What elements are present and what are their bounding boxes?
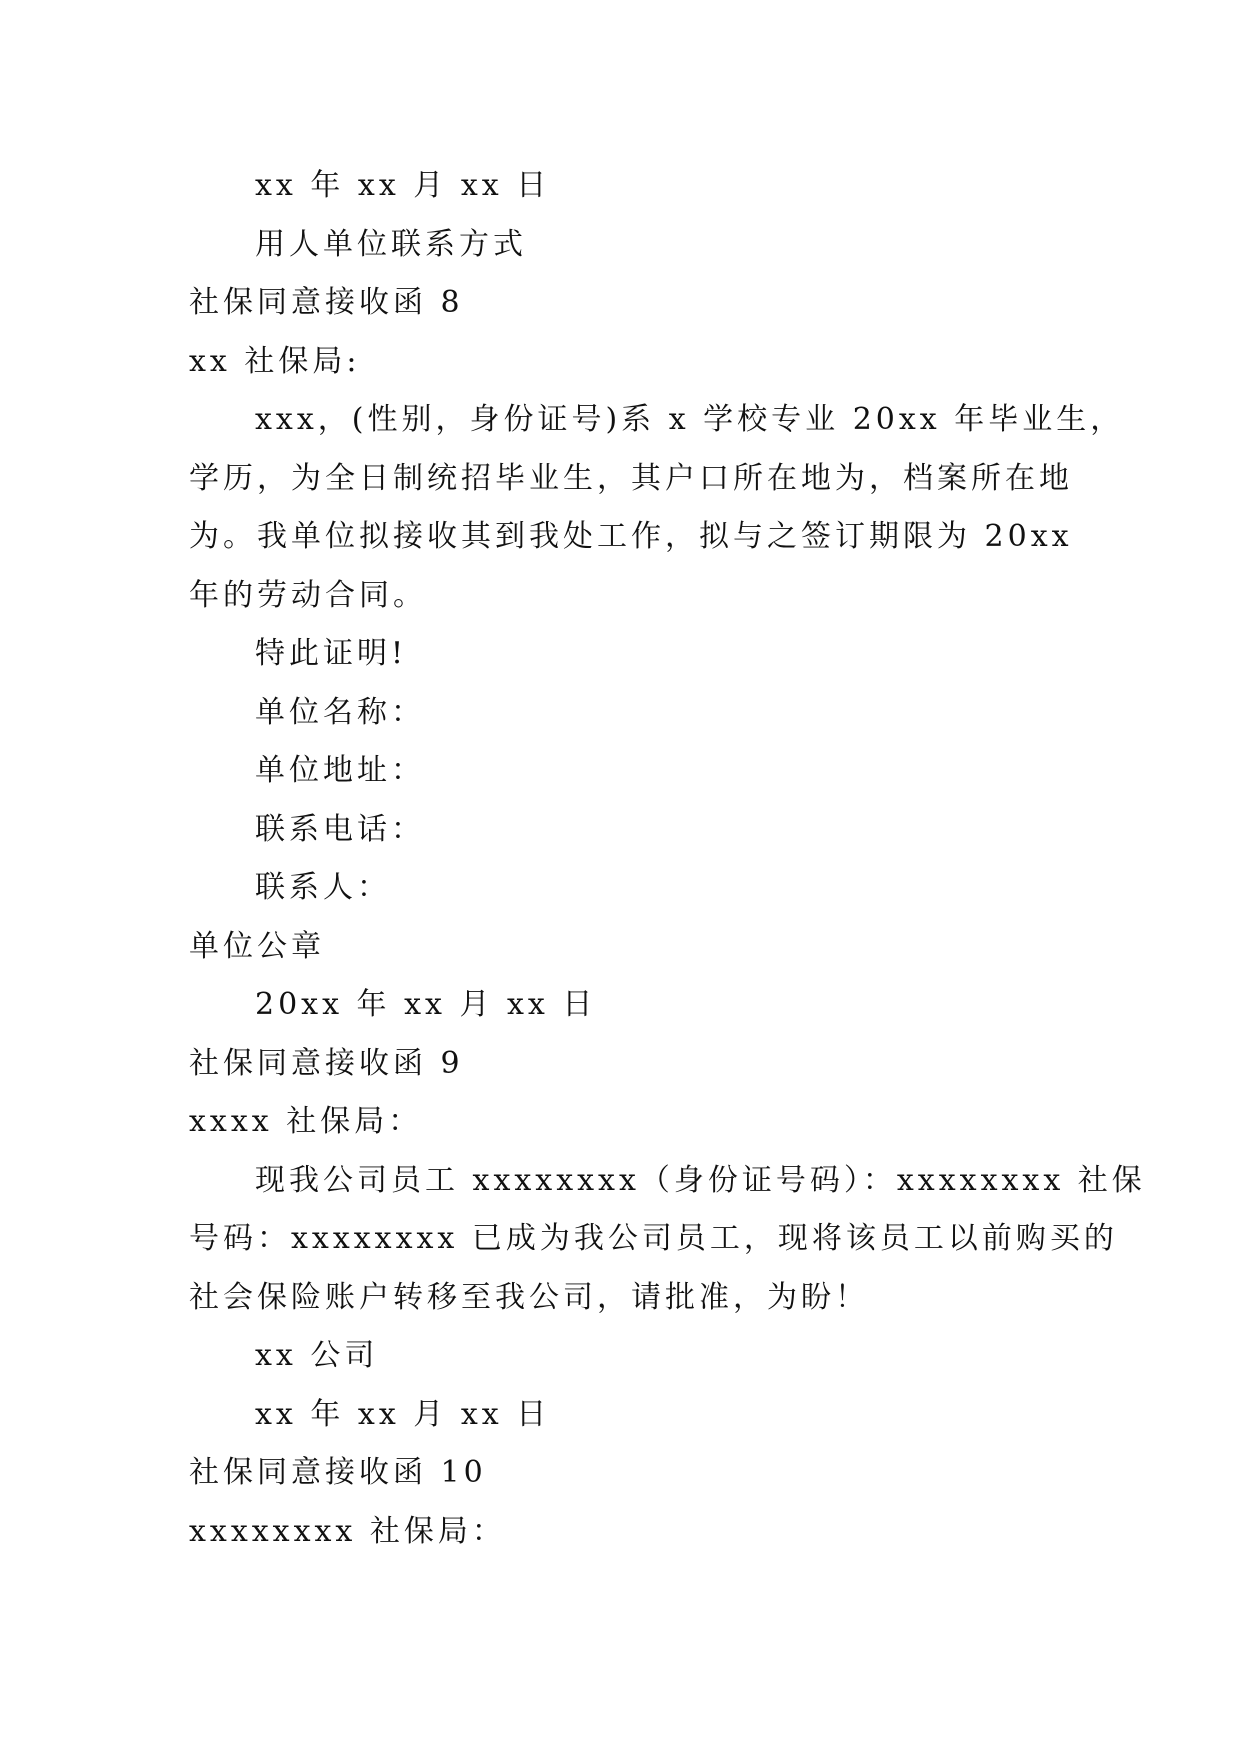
contact-person-label: 联系人： <box>255 870 391 905</box>
salutation: xxxx 社保局： <box>189 1104 423 1139</box>
date-line: xx 年 xx 月 xx 日 <box>255 168 551 203</box>
body-paragraph-line: 号码：xxxxxxxx 已成为我公司员工，现将该员工以前购买的 <box>189 1221 1118 1256</box>
contact-heading: 用人单位联系方式 <box>255 227 527 262</box>
date-line: 20xx 年 xx 月 xx 日 <box>255 987 597 1022</box>
body-paragraph-line: 为。我单位拟接收其到我处工作，拟与之签订期限为 20xx <box>189 519 1073 554</box>
unit-address-label: 单位地址： <box>255 753 425 788</box>
phone-label: 联系电话： <box>255 812 425 847</box>
date-line: xx 年 xx 月 xx 日 <box>255 1397 551 1432</box>
certification-line: 特此证明! <box>255 636 408 671</box>
body-paragraph-line: 学历，为全日制统招毕业生，其户口所在地为，档案所在地 <box>189 461 1073 496</box>
body-paragraph-line: 现我公司员工 xxxxxxxx（身份证号码）：xxxxxxxx 社保 <box>255 1163 1146 1198</box>
letter-title: 社保同意接收函 9 <box>189 1046 464 1081</box>
unit-seal-label: 单位公章 <box>189 929 325 964</box>
letter-title: 社保同意接收函 8 <box>189 285 464 320</box>
company-signature: xx 公司 <box>255 1338 379 1373</box>
body-paragraph-line: 社会保险账户转移至我公司，请批准，为盼！ <box>189 1280 869 1315</box>
salutation: xx 社保局: <box>189 344 361 379</box>
salutation: xxxxxxxx 社保局： <box>189 1514 506 1549</box>
letter-title: 社保同意接收函 10 <box>189 1455 487 1490</box>
unit-name-label: 单位名称： <box>255 695 425 730</box>
body-paragraph-line: 年的劳动合同。 <box>189 578 427 613</box>
body-paragraph-line: xxx，(性别，身份证号)系 x 学校专业 20xx 年毕业生， <box>255 402 1125 437</box>
